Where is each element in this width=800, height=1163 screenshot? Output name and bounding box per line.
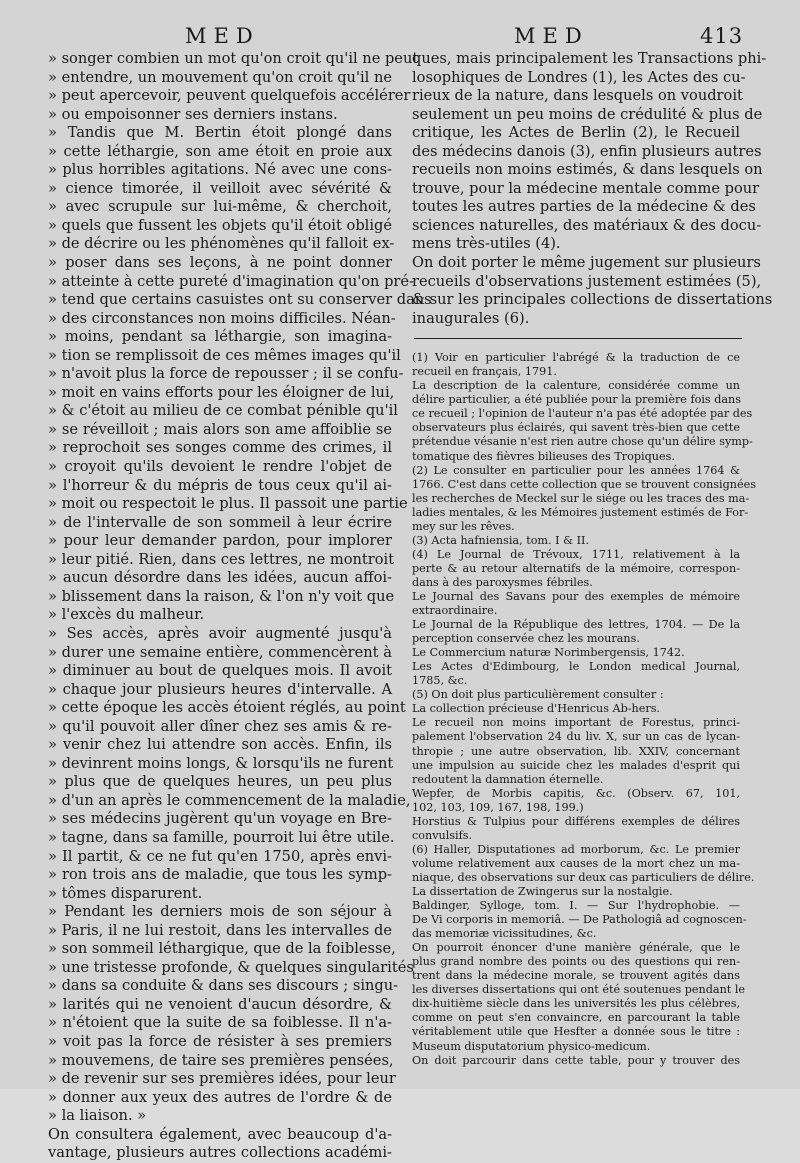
footnote-line: 1785, &c. (412, 674, 468, 688)
right-column-body (412, 50, 773, 328)
footnote-rule (414, 338, 742, 339)
footnote-line: extraordinaire. (412, 604, 498, 618)
text-line: » cette léthargie, son ame étoit en proie aux (48, 142, 392, 160)
text-line: » ou empoisonner ses derniers instans. (48, 105, 338, 123)
footnote-line: 1766. C'est dans cette collection que se trouvent consignées (412, 477, 756, 491)
text-line: & sur les principales collections de dissertations (412, 291, 773, 309)
text-line: recueils non moins estimés, & dans lesquels on (412, 161, 763, 179)
text-line: » songer combien un mot qu'on croit qu'il ne peut (48, 50, 419, 67)
text-line: » durer une semaine entière, commencèrent à (48, 643, 392, 661)
text-line: » quels que fussent les objets qu'il étoit obligé (48, 216, 392, 234)
text-line: » entendre, un mouvement qu'on croit qu'il ne (48, 68, 392, 86)
footnote-line: (4) Le Journal de Trévoux, 1711, relativement à la (412, 547, 740, 561)
footnote-line: les recherches de Meckel sur le siége ou les traces des ma- (412, 491, 750, 505)
footnote-line: La dissertation de Zwingerus sur la nostalgie. (412, 884, 673, 898)
text-line: » leur pitié. Rien, dans ces lettres, ne montroit (48, 550, 395, 568)
footnote-line: Le Journal des Savans pour des exemples de mémoire (412, 590, 740, 603)
footnote-line: redoutent la damnation éternelle. (412, 772, 604, 786)
right-column (412, 50, 773, 1068)
text-line: » l'excès du malheur. (48, 606, 205, 624)
footnote-line: La collection précieuse d'Henricus Ab-hers. (412, 702, 660, 716)
text-line: sciences naturelles, des matériaux & des docu- (412, 216, 762, 234)
footnote-line: observateurs plus éclairés, qui savent très-bien que cette (412, 421, 740, 435)
footnote-line: ce recueil ; l'opinion de l'auteur n'a pas été adoptée par des (412, 407, 753, 421)
text-line: » croyoit qu'ils devoient le rendre l'objet de (48, 458, 392, 476)
footnote-line: une impulsion au suicide chez les malades d'esprit qui (412, 758, 740, 772)
text-line: » Pendant les derniers mois de son séjour à (48, 903, 392, 921)
text-line: » blissement dans la raison, & l'on n'y voit que (48, 587, 395, 605)
text-line: » n'étoient que la suite de sa foiblesse. Il n'a- (48, 1014, 392, 1032)
text-line: » ses médecins jugèrent qu'un voyage en Bre- (48, 810, 392, 828)
footnote-line: perte & au retour alternatifs de la mémoire, correspon- (412, 561, 740, 575)
footnote-line: Le recueil non moins important de Forestus, princi- (412, 716, 740, 730)
text-line: » son sommeil léthargique, que de la foiblesse, (48, 940, 396, 958)
text-line: » peut apercevoir, peuvent quelquefois accélérer (48, 87, 411, 105)
footnote-line: das memoriæ vicissitudines, &c. (412, 927, 597, 941)
left-column (48, 50, 432, 1163)
text-line: » chaque jour plusieurs heures d'intervalle. A (48, 680, 392, 698)
footnote-line: délire particulier, a été publiée pour la première fois dans (412, 393, 741, 407)
text-line: ques, mais principalement les Transactions phi- (412, 50, 767, 67)
footnote-line: Horstius & Tulpius pour différens exemples de délires (412, 814, 740, 828)
text-line: vantage, plusieurs autres collections académi- (48, 1144, 392, 1162)
footnote-line: niaque, des observations sur deux cas particuliers de délire. (412, 870, 755, 884)
footnote-line: tomatique des fièvres bilieuses des Tropiques. (412, 449, 675, 463)
footnotes (412, 351, 756, 1067)
footnote-line: Les Actes d'Edimbourg, le London medical Journal, (412, 660, 740, 674)
text-line: » larités qui ne venoient d'aucun désordre, & (48, 995, 392, 1013)
footnote-line: thropie ; une autre observation, lib. XXIV, concernant (412, 744, 740, 758)
text-line: » se réveilloit ; mais alors son ame affoiblie se (48, 420, 392, 438)
footnote-line: Le Journal de la République des lettres, 1704. — De la (412, 618, 740, 632)
text-line: » tion se remplissoit de ces mêmes images qu'il (48, 346, 401, 364)
text-line: On doit porter le même jugement sur plusieurs (412, 254, 761, 272)
footnote-line: plus grand nombre des points ou des questions qui ren- (412, 955, 740, 969)
footnote-line: ladies mentales, & les Mémoires justement estimés de For- (412, 505, 749, 519)
text-line: » tômes disparurent. (48, 884, 203, 902)
footnote-line: (5) On doit plus particulièrement consulter : (412, 688, 664, 702)
footnote-line: les diverses dissertations qui ont été soutenues pendant le (412, 983, 746, 997)
running-head-left: MED (185, 24, 260, 48)
footnote-line: On pourroit énoncer d'une manière générale, que le (412, 941, 740, 955)
text-line: » venir chez lui attendre son accès. Enfin, ils (48, 736, 392, 754)
text-line: » une tristesse profonde, & quelques singularités (48, 958, 414, 976)
text-line: » moins, pendant sa léthargie, son imagina- (48, 328, 392, 346)
footnote-line: comme on peut s'en convaincre, en parcourant la table (412, 1011, 740, 1025)
text-line: trouve, pour la médecine mentale comme pour (412, 179, 760, 197)
text-line: » des circonstances non moins difficiles. Néan- (48, 309, 396, 327)
footnote-line: dix-huitième siècle dans les universités les plus célèbres, (412, 997, 740, 1011)
text-line: » ron trois ans de maladie, que tous les symp- (48, 866, 392, 884)
text-line: » dans sa conduite & dans ses discours ; singu- (48, 977, 399, 995)
footnote-line: (6) Haller, Disputationes ad morborum, &c. Le premier (412, 842, 740, 856)
text-line: » cette époque les accès étoient réglés, au point (48, 699, 406, 717)
text-line: » n'avoit plus la force de repousser ; il se confu- (48, 365, 404, 383)
text-line: » qu'il pouvoit aller dîner chez ses amis & re- (48, 717, 392, 735)
text-line: » de l'intervalle de son sommeil à leur écrire (48, 513, 392, 531)
text-line: On consultera également, avec beaucoup d'a- (48, 1125, 392, 1143)
text-line: toutes les autres parties de la médecine & des (412, 198, 756, 216)
text-line: » aucun désordre dans les idées, aucun affoi- (48, 569, 392, 587)
page-number: 413 (700, 24, 744, 48)
footnote-line: Wepfer, de Morbis capitis, &c. (Observ. 67, 101, (412, 786, 740, 800)
footnote-line: palement l'observation 24 du liv. X, sur un cas de lycan- (412, 730, 740, 744)
footnote-line: (2) Le consulter en particulier pour les années 1764 & (412, 463, 740, 477)
text-line: seulement un peu moins de crédulité & plus de (412, 105, 763, 123)
text-line: » donner aux yeux des autres de l'ordre & de (48, 1088, 392, 1106)
footnote-line: Le Commercium naturæ Norimbergensis, 1742. (412, 646, 685, 660)
text-line: » mouvemens, de taire ses premières pensées, (48, 1051, 394, 1069)
footnote-line: prétendue vésanie n'est rien autre chose qu'un délire symp- (412, 435, 753, 449)
text-line: » d'un an après le commencement de la maladie, (48, 791, 411, 809)
text-line: » Il partit, & ce ne fut qu'en 1750, après envi- (48, 847, 392, 865)
footnote-line: convulsifs. (412, 828, 473, 842)
footnote-line: volume relativement aux causes de la mort chez un ma- (412, 856, 740, 870)
text-line: recueils d'observations justement estimées (5), (412, 272, 762, 290)
text-line: » devinrent moins longs, & lorsqu'ils ne furent (48, 754, 394, 772)
text-line: » moit ou respectoit le plus. Il passoit une partie (48, 495, 408, 513)
footnote-line: recueil en français, 1791. (412, 365, 557, 379)
text-line: mens très-utiles (4). (412, 235, 561, 253)
text-line: critique, les Actes de Berlin (2), le Recueil (412, 124, 740, 142)
footnote-line: véritablement utile que Hesfter a donnée sous le titre : (412, 1025, 740, 1039)
text-line: » plus que de quelques heures, un peu plus (48, 773, 392, 791)
text-line: » tend que certains casuistes ont su conserver dans (48, 291, 432, 309)
text-line: » pour leur demander pardon, pour implorer (48, 532, 392, 550)
text-line: » Ses accès, après avoir augmenté jusqu'à (48, 624, 392, 642)
text-line: » plus horribles agitations. Né avec une cons- (48, 161, 392, 179)
footnote-line: dans à des paroxysmes fébriles. (412, 575, 593, 589)
text-line: des médecins danois (3), enfin plusieurs autres (412, 142, 762, 160)
text-line: » l'horreur & du mépris de tous ceux qu'il ai- (48, 476, 392, 494)
text-line: » voit pas la force de résister à ses premiers (48, 1032, 392, 1050)
footnote-line: 102, 103, 109, 167, 198, 199.) (412, 800, 584, 814)
footnote-line: Museum disputatorium physico-medicum. (412, 1039, 651, 1053)
text-line: » Paris, il ne lui restoit, dans les intervalles de (48, 921, 392, 939)
footnote-line: (3) Acta hafniensia, tom. I & II. (412, 533, 590, 547)
footnote-line: La description de la calenture, considérée comme un (412, 379, 740, 393)
text-line: » cience timorée, il veilloit avec sévérité & (48, 179, 392, 197)
text-line: losophiques de Londres (1), les Actes des cu- (412, 68, 746, 86)
text-line: inaugurales (6). (412, 309, 530, 327)
text-line: rieux de la nature, dans lesquels on voudroit (412, 87, 743, 105)
footnote-line: mey sur les rêves. (412, 519, 515, 533)
text-line: » atteinte à cette pureté d'imagination qu'on pré- (48, 272, 414, 290)
text-line: » Tandis que M. Bertin étoit plongé dans (48, 124, 392, 142)
footnote-line: perception conservée chez les mourans. (412, 632, 640, 646)
footnote-line: trent dans la médecine morale, se trouvent agités dans (412, 969, 740, 983)
footnote-line: Baldinger, Sylloge, tom. I. — Sur l'hydrophobie. — (412, 899, 740, 913)
footnote-line: De Vi corporis in memoriâ. — De Pathologiâ ad cognoscen- (412, 913, 747, 927)
text-line: » la liaison. » (48, 1107, 147, 1125)
running-head-right: MED (514, 24, 589, 48)
footnote-line: (1) Voir en particulier l'abrégé & la traduction de ce (412, 351, 740, 365)
text-line: » poser dans ses leçons, à ne point donner (48, 254, 392, 272)
text-line: » de revenir sur ses premières idées, pour leur (48, 1070, 396, 1088)
footnote-line: On doit parcourir dans cette table, pour y trouver des (412, 1053, 740, 1067)
text-line: » diminuer au bout de quelques mois. Il avoit (48, 662, 392, 680)
text-line: » & c'étoit au milieu de ce combat pénible qu'il (48, 402, 398, 420)
text-line: » moit en vains efforts pour les éloigner de lui, (48, 383, 395, 401)
text-line: » tagne, dans sa famille, pourroit lui être utile. (48, 828, 395, 846)
text-line: » reprochoit ses songes comme des crimes, il (48, 439, 392, 457)
text-line: » avec scrupule sur lui-même, & cherchoit, (48, 198, 392, 216)
text-line: » de décrire ou les phénomènes qu'il falloit ex- (48, 235, 395, 253)
